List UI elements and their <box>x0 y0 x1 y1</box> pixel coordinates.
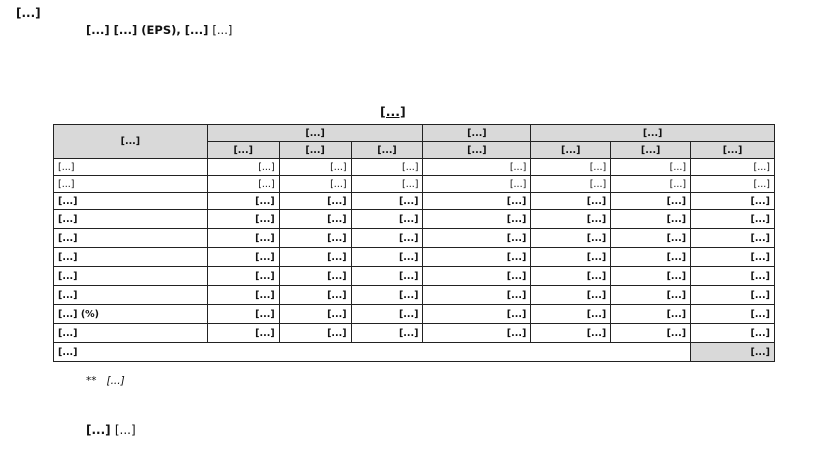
table-row <box>54 305 775 324</box>
intro-text-before-eps: [...] <box>113 23 138 37</box>
cell-value: [...] <box>531 324 611 343</box>
cell-value: [...] <box>531 286 611 305</box>
cell-value: [...] <box>423 286 531 305</box>
group-unaudited-header: [...] <box>423 125 531 142</box>
row-label: [...] <box>54 210 208 229</box>
cell-value: [...] <box>423 159 531 176</box>
cell-value: [...] <box>351 229 423 248</box>
cell-value: [...] <box>207 267 279 286</box>
footer-label: [...] <box>54 343 691 362</box>
cell-value: [...] <box>691 210 775 229</box>
table-row <box>54 248 775 267</box>
cell-value: [...] <box>611 248 691 267</box>
intro-marker: [...] <box>86 23 110 37</box>
cell-value: [...] <box>611 159 691 176</box>
cell-value: [...] <box>351 210 423 229</box>
cell-value: [...] <box>691 193 775 210</box>
cell-value: [...] <box>423 267 531 286</box>
cell-value: [...] <box>423 324 531 343</box>
cell-value: [...] <box>611 324 691 343</box>
cell-value: [...] <box>611 229 691 248</box>
cell-value: [...] <box>423 193 531 210</box>
row-label: [...] <box>54 229 208 248</box>
cell-value: [...] <box>531 193 611 210</box>
cell-value: [...] <box>351 159 423 176</box>
note-stars: ** <box>86 375 97 387</box>
note-text: [...] <box>106 375 125 387</box>
cell-value: [...] <box>423 248 531 267</box>
row-label: [...] <box>54 193 208 210</box>
cell-value: [...] <box>279 159 351 176</box>
cell-value: [...] <box>279 210 351 229</box>
cell-value: [...] <box>531 159 611 176</box>
cell-value: [...] <box>611 267 691 286</box>
year-actual-3: [...] <box>351 142 423 159</box>
unaudited-sub-header: [...] <box>423 142 531 159</box>
year-actual-1: [...] <box>207 142 279 159</box>
cell-value: [...] <box>691 267 775 286</box>
row-label: [...] <box>54 286 208 305</box>
cell-value: [...] <box>279 324 351 343</box>
cell-value: [...] <box>531 267 611 286</box>
cell-value: [...] <box>351 324 423 343</box>
table-row <box>54 159 775 176</box>
row-label: [...] <box>54 248 208 267</box>
cell-value: [...] <box>279 229 351 248</box>
cell-value: [...] <box>423 176 531 193</box>
closing-text: [...] <box>86 423 111 437</box>
table-row <box>54 229 775 248</box>
cell-value: [...] <box>279 305 351 324</box>
cell-value: [...] <box>531 229 611 248</box>
cell-value: [...] <box>279 193 351 210</box>
cell-value: [...] <box>207 305 279 324</box>
cell-value: [...] <box>279 286 351 305</box>
cell-value: [...] <box>531 210 611 229</box>
group-actual-header: [...] <box>207 125 423 142</box>
table-row <box>54 176 775 193</box>
cell-value: [...] <box>207 248 279 267</box>
cell-value: [...] <box>207 159 279 176</box>
cell-value: [...] <box>691 176 775 193</box>
table-title: [...] <box>380 104 406 119</box>
cell-value: [...] <box>351 176 423 193</box>
cell-value: [...] <box>691 324 775 343</box>
year-projected-1: [...] <box>531 142 611 159</box>
row-label: [...] <box>54 176 208 193</box>
row-label: [...] <box>54 159 208 176</box>
footer-value: [...] <box>691 343 775 362</box>
cell-value: [...] <box>691 159 775 176</box>
cell-value: [...] <box>531 305 611 324</box>
table-row <box>54 210 775 229</box>
closing-value: [...] <box>114 423 136 437</box>
cell-value: [...] <box>351 286 423 305</box>
year-projected-2: [...] <box>611 142 691 159</box>
net-worth-table <box>53 124 775 362</box>
section-heading: [...] <box>16 6 41 20</box>
intro-text-after-eps: [...] <box>184 23 209 37</box>
intro-company-note: [...] <box>212 23 233 37</box>
cell-value: [...] <box>351 193 423 210</box>
cell-value: [...] <box>423 229 531 248</box>
closing-line <box>86 423 136 437</box>
cell-value: [...] <box>611 286 691 305</box>
cell-value: [...] <box>351 267 423 286</box>
table-row <box>54 193 775 210</box>
cell-value: [...] <box>423 305 531 324</box>
row-label: [...] <box>54 324 208 343</box>
cell-value: [...] <box>207 229 279 248</box>
cell-value: [...] <box>351 305 423 324</box>
cell-value: [...] <box>691 248 775 267</box>
cell-value: [...] <box>611 176 691 193</box>
cell-value: [...] <box>207 193 279 210</box>
year-actual-2: [...] <box>279 142 351 159</box>
cell-value: [...] <box>351 248 423 267</box>
cell-value: [...] <box>611 193 691 210</box>
cell-value: [...] <box>531 176 611 193</box>
cell-value: [...] <box>207 286 279 305</box>
cell-value: [...] <box>611 305 691 324</box>
intro-paragraph <box>86 22 766 40</box>
cell-value: [...] <box>611 210 691 229</box>
cell-value: [...] <box>279 248 351 267</box>
row-label: [...] <box>54 267 208 286</box>
cell-value: [...] <box>207 176 279 193</box>
table-footer-row <box>54 343 775 362</box>
cell-value: [...] <box>691 229 775 248</box>
cell-value: [...] <box>279 176 351 193</box>
table-row <box>54 286 775 305</box>
cell-value: [...] <box>207 324 279 343</box>
cell-value: [...] <box>423 210 531 229</box>
cell-value: [...] <box>691 286 775 305</box>
cell-value: [...] <box>691 305 775 324</box>
cell-value: [...] <box>531 248 611 267</box>
intro-eps: (EPS), <box>141 23 181 37</box>
cell-value: [...] <box>207 210 279 229</box>
table-note <box>86 373 746 389</box>
col-label-header: [...] <box>54 125 208 159</box>
year-projected-3: [...] <box>691 142 775 159</box>
table-row <box>54 324 775 343</box>
group-projected-header: [...] <box>531 125 775 142</box>
table-row <box>54 267 775 286</box>
cell-value: [...] <box>279 267 351 286</box>
row-label: [...] (%) <box>54 305 208 324</box>
